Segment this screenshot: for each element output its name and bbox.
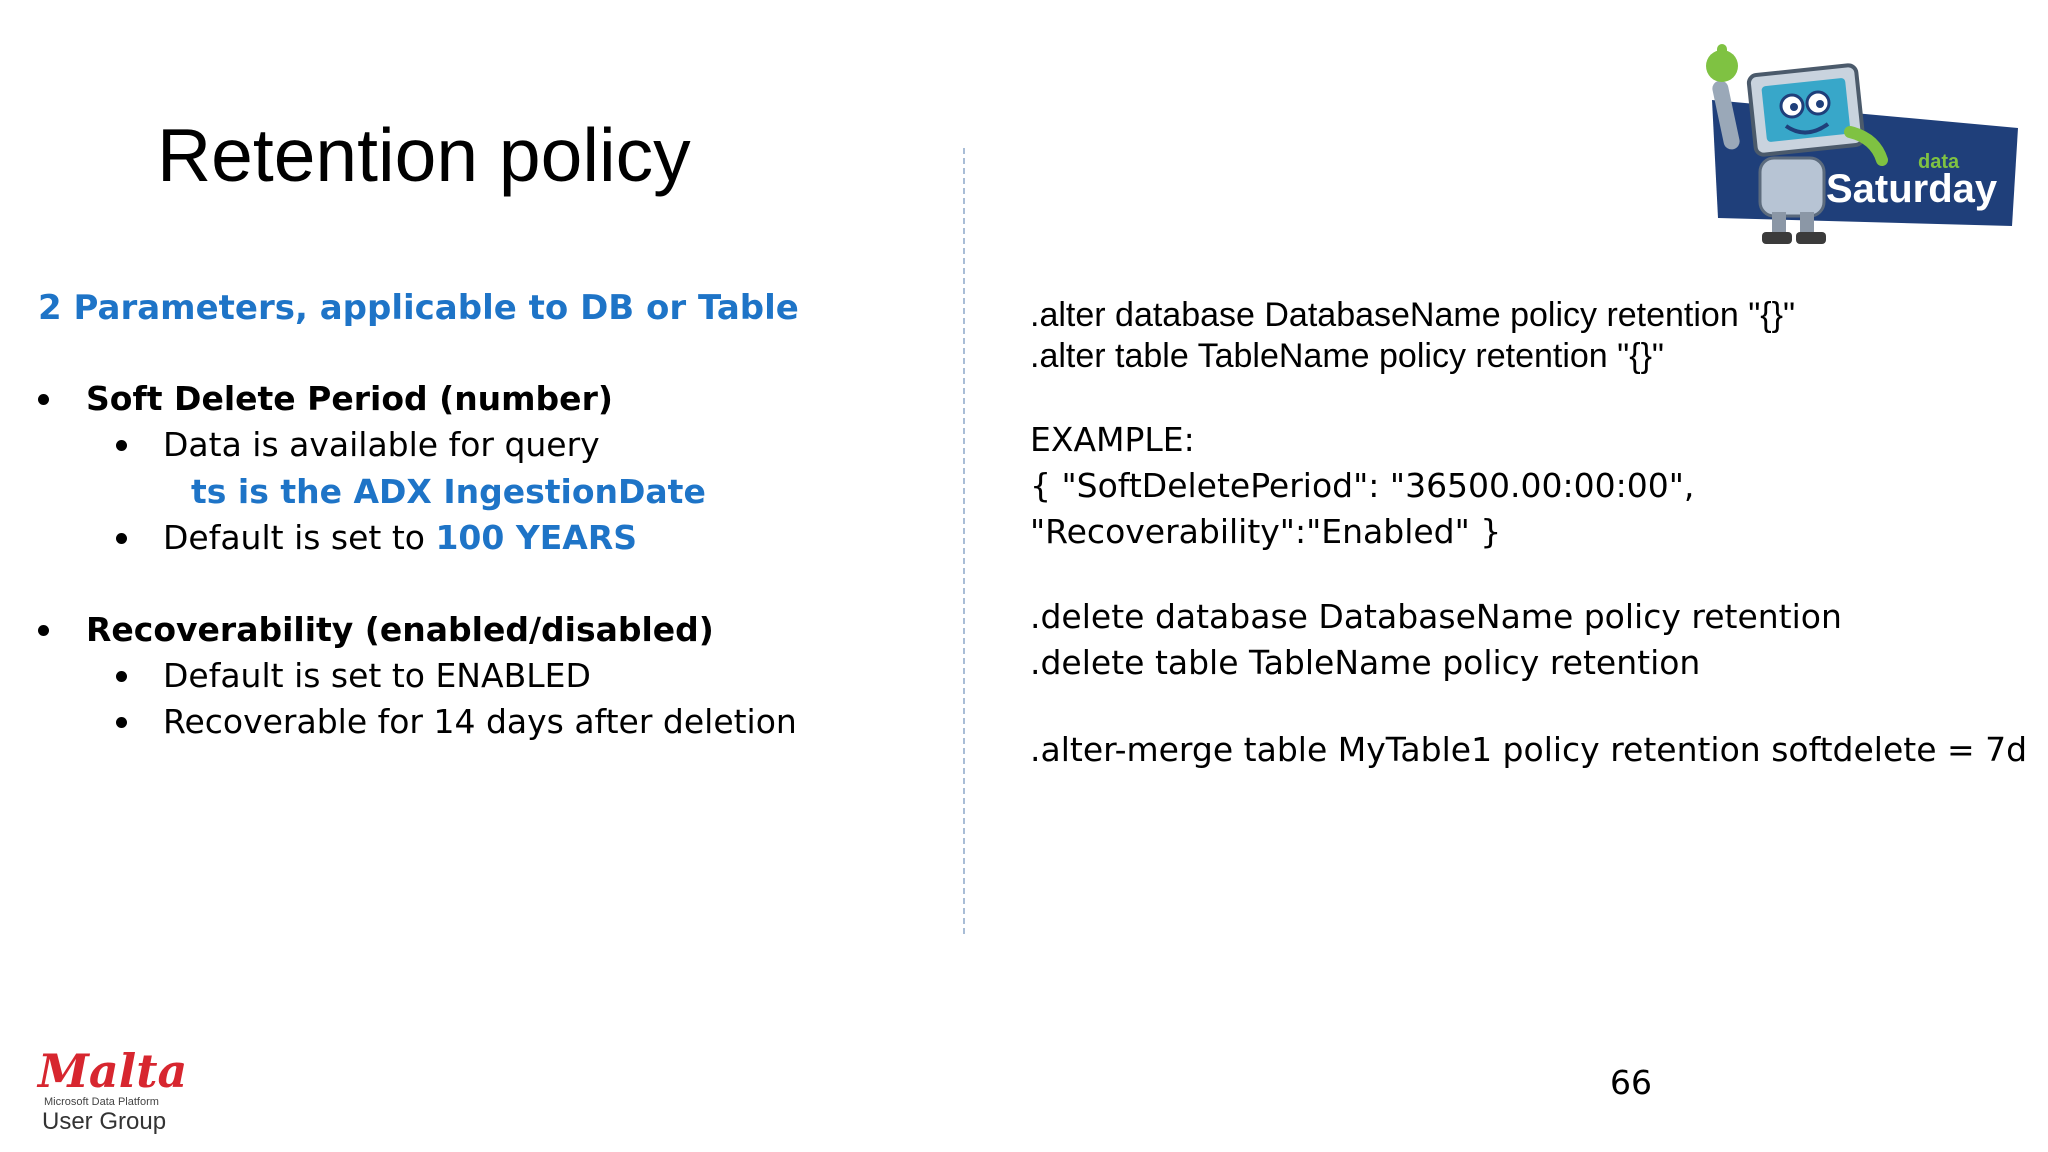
logo-data-word: data <box>1918 151 1960 173</box>
bullet-label: Recoverability (enabled/disabled) <box>86 610 714 649</box>
example-line-1: { "SoftDeletePeriod": "36500.00:00:00", <box>1030 466 1695 505</box>
sub-bullet-available <box>116 425 600 464</box>
sub-bullet-text: Recoverable for 14 days after deletion <box>163 702 797 741</box>
code-delete-database: .delete database DatabaseName policy retention <box>1030 597 1842 636</box>
malta-logo-name: Malta <box>38 1044 188 1098</box>
logo-saturday-word: Saturday <box>1826 167 1998 211</box>
bullet-dot <box>116 440 127 451</box>
slide-title: Retention policy <box>157 113 691 197</box>
sub-bullet-recoverable <box>116 702 797 741</box>
bullet-dot <box>116 717 127 728</box>
bullet-dot <box>116 671 127 682</box>
example-label: EXAMPLE: <box>1030 420 1195 459</box>
bullet-dot <box>116 533 127 544</box>
page-number: 66 <box>1610 1063 1652 1102</box>
malta-logo-tagline: Microsoft Data Platform <box>44 1096 159 1108</box>
code-alter-merge: .alter-merge table MyTable1 policy retention softdelete = 7d <box>1030 730 2028 769</box>
sub-bullet-default-enabled <box>116 656 591 695</box>
sub-bullet-default-years <box>116 518 637 557</box>
ts-note: ts is the ADX IngestionDate <box>191 472 706 511</box>
sub-bullet-text: Default is set to <box>163 518 436 557</box>
malta-user-group-logo <box>38 1044 188 1138</box>
column-divider <box>963 148 965 934</box>
sub-bullet-text: Data is available for query <box>163 425 600 464</box>
bullet-recoverability <box>38 610 714 649</box>
data-saturday-mascot-icon <box>1700 40 2020 250</box>
subtitle: 2 Parameters, applicable to DB or Table <box>38 288 799 328</box>
bullet-soft-delete <box>38 379 613 418</box>
code-alter-database: .alter database DatabaseName policy retention "{}" <box>1030 296 1796 334</box>
example-line-2: "Recoverability":"Enabled" } <box>1030 512 1502 551</box>
data-saturday-logo <box>1700 40 2020 250</box>
code-delete-table: .delete table TableName policy retention <box>1030 643 1701 682</box>
bullet-label: Soft Delete Period (number) <box>86 379 613 418</box>
bullet-dot <box>38 625 49 636</box>
default-years-value: 100 YEARS <box>435 518 637 557</box>
code-alter-table: .alter table TableName policy retention "{}" <box>1030 337 1664 375</box>
sub-bullet-text: Default is set to ENABLED <box>163 656 591 695</box>
malta-logo-group: User Group <box>42 1108 167 1135</box>
bullet-dot <box>38 394 49 405</box>
